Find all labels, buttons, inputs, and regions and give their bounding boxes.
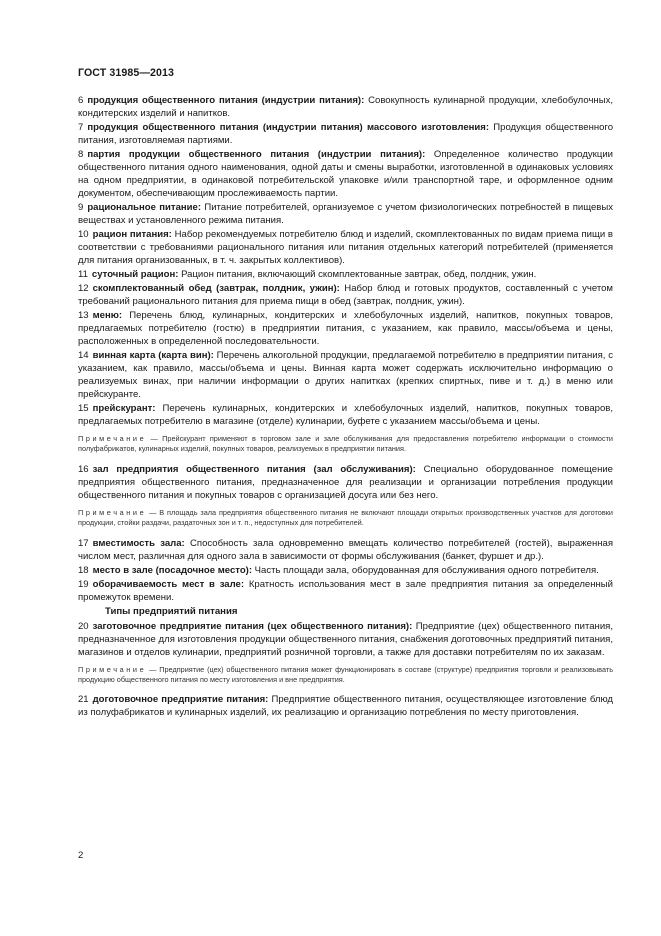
term-17: 17 вместимость зала: Способность зала одновременно вмещать количество потребителей (гостей), выраженная числом мест, различная для одного зала в зависимости от формы обслуживания (банкет, фуршет и др.). [78,537,613,562]
document-body [78,94,613,720]
term-10: 10 рацион питания: Набор рекомендуемых потребителю блюд и изделий, скомплектованных по видам приема пищи в соответствии с требованиями рационального питания или питания отдельных категорий потребителей (применяется для питания организованных, в т. ч. закрытых коллективов). [78,229,613,266]
term-18: 18 место в зале (посадочное место): Часть площади зала, оборудованная для обслуживания одного потребителя. [78,564,599,576]
term-16: 16 зал предприятия общественного питания (зал обслуживания): Специально оборудованное помещение предприятия общественного питания, предназначенное для реализации и организации потребления продукции общественного питания и покупных товаров с организацией досуга или без него. [78,463,613,501]
term-19: 19 оборачиваемость мест в зале: Кратность использования мест в зале предприятия питания за определенный промежуток времени. [78,578,613,603]
note-3: Примечание — Предприятие (цех) общественного питания может функционировать в составе (структуре) предприятия торговли и реализовывать продукцию общественного питания по месту изготовления и вне предприятия. [78,664,613,685]
term-8: 8 партия продукции общественного питания (индустрии питания): Определенное количество продукции общественного питания одного наименования, одной даты и смены выработки, изготовленной в одинаковых условиях на одном предприятии, в одинаковой потребительской упаковке и/или транспортной таре, и оформленное одним документом, обеспечивающим прослеживаемость партии. [78,149,613,199]
term-14: 14 винная карта (карта вин): Перечень алкогольной продукции, предлагаемой потребителю в предприятии питания, с указанием, как правило, массы/объема и цены. Винная карта может содержать исключительно информацию о реализуемых винах, при наличии информации о других напитках (крепких спиртных, пиве и т. д.) в меню или прейскуранте. [78,350,613,400]
term-20: 20 заготовочное предприятие питания (цех общественного питания): Предприятие (цех) общественного питания, предназначенное для изготовления продукции общественного питания, снабжения доготовочных предприятий питания, магазинов и отделов кулинарии, предприятий розничной торговли, а также для доставки потребителям по их заказам. [78,620,613,658]
term-21: 21 доготовочное предприятие питания: Предприятие общественного питания, осуществляющее изготовление блюд из полуфабрикатов и кулинарных изделий, их реализацию и организацию потребления по месту приготовления. [78,694,613,719]
page-number: 2 [78,850,84,861]
note-2: Примечание — В площадь зала предприятия общественного питания не включают площади открытых производственных участков для доготовки продукции, стойки раздачи, раздаточных зон и т. п., недоступных для потребителей. [78,507,613,528]
section-title: Типы предприятий питания [105,605,238,617]
term-12: 12 скомплектованный обед (завтрак, полдник, ужин): Набор блюд и готовых продуктов, составленный с учетом требований рационального питания для приема пищи в обед (завтрак, полдник, ужин). [78,283,613,307]
document-header: ГОСТ 31985—2013 [78,67,175,79]
term-13: 13 меню: Перечень блюд, кулинарных, кондитерских и хлебобулочных изделий, напитков, покупных товаров, предлагаемых потребителю (гостю) в предприятии питания, с указанием, как правило, массы/объема и цены, расположенных в определенной последовательности. [78,310,613,347]
term-7: 7 продукция общественного питания (индустрии питания) массового изготовления: Продукция общественного питания, изготовляемая партиями. [78,122,614,146]
term-15: 15 прейскурант: Перечень кулинарных, кондитерских и хлебобулочных изделий, напитков, покупных товаров, предлагаемых потребителю в магазине (отделе) кулинарии, буфете с указанием массы/объема и цены. [78,403,613,427]
term-6: 6 продукция общественного питания (индустрии питания): Совокупность кулинарной продукции, хлебобулочных, кондитерских изделий и напитков. [78,95,613,119]
note-1: Примечание — Прейскурант применяют в торговом зале и зале обслуживания для предоставления потребителю информации о стоимости полуфабрикатов, кулинарных изделий, покупных товаров, реализуемых в предприятии питания. [78,434,613,454]
term-11: 11 суточный рацион: Рацион питания, включающий скомплектованные завтрак, обед, полдник, ужин. [78,269,537,280]
term-9: 9 рациональное питание: Питание потребителей, организуемое с учетом физиологических потребностей в пищевых веществах и установленного режима питания. [78,202,613,226]
